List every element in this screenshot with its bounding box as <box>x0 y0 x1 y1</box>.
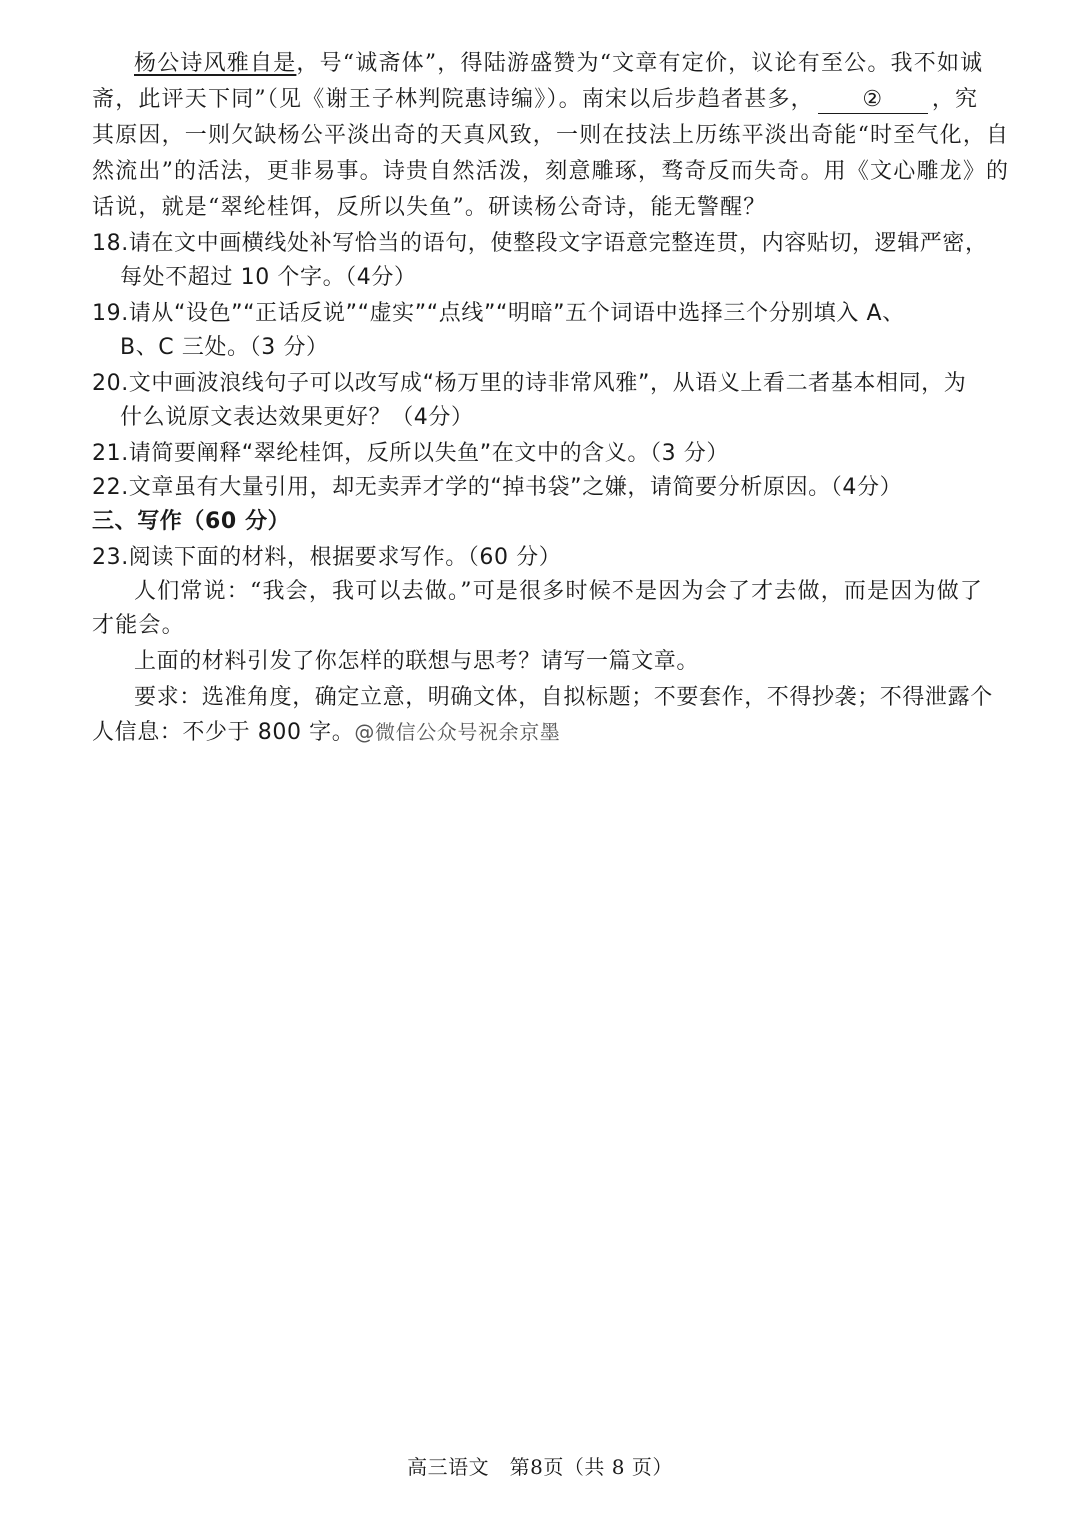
requirements-line-2 <box>92 716 560 749</box>
page-footer: 高三语文 第8页（共 8 页） <box>407 1455 673 1479</box>
question-22: 22.文章虽有大量引用，却无卖弄才学的“掉书袋”之嫌，请简要分析原因。（4分） <box>92 475 903 500</box>
question-23: 23.阅读下面的材料，根据要求写作。（60 分） <box>92 545 562 570</box>
question-21: 21.请简要阐释“翠纶桂饵，反所以失鱼”在文中的含义。（3 分） <box>92 441 729 466</box>
question-19-cont: B、C 三处。（3 分） <box>120 335 329 360</box>
writing-prompt: 上面的材料引发了你怎样的联想与思考？请写一篇文章。 <box>134 649 700 674</box>
requirements-line-1: 要求：选准角度，确定立意，明确文体，自拟标题；不要套作，不得抄袭；不得泄露个 <box>134 685 993 710</box>
passage-line-1 <box>134 48 983 80</box>
question-19: 19.请从“设色”“正话反说”“虚实”“点线”“明暗”五个词语中选择三个分别填入 A、 <box>92 301 905 326</box>
passage-line-1-rest: ，号“诚斋体”，得陆游盛赞为“文章有定价，议论有至公。我不如诚 <box>296 51 984 76</box>
passage-line-5: 话说，就是“翠纶桂饵，反所以失鱼”。研读杨公奇诗，能无警醒？ <box>92 195 767 220</box>
passage-line-2-after: ，究 <box>931 87 979 112</box>
question-20-cont: 什么说原文表达效果更好？（4分） <box>120 405 474 430</box>
passage-line-2 <box>92 84 978 116</box>
watermark-text: @微信公众号祝余京墨 <box>354 720 561 744</box>
question-18-cont: 每处不超过 10 个字。（4分） <box>120 265 417 290</box>
question-18: 18.请在文中画横线处补写恰当的语句，使整段文字语意完整连贯，内容贴切，逻辑严密， <box>92 231 988 256</box>
requirements-line-2-text: 人信息：不少于 800 字。 <box>92 720 355 745</box>
wavy-underlined-sentence: 杨公诗风雅自是 <box>134 51 297 76</box>
passage-line-4: 然流出”的活法，更非易事。诗贵自然活泼，刻意雕琢，骛奇反而失奇。用《文心雕龙》的 <box>92 159 1010 184</box>
material-line-1: 人们常说：“我会，我可以去做。”可是很多时候不是因为会了才去做，而是因为做了 <box>134 579 984 604</box>
fill-blank-2: ② <box>818 87 928 114</box>
section-title-writing: 三、写作（60 分） <box>92 509 291 534</box>
passage-line-3: 其原因，一则欠缺杨公平淡出奇的天真风致，一则在技法上历练平淡出奇能“时至气化，自 <box>92 123 1010 148</box>
passage-line-2-before: 斋，此评天下同”（见《谢王子林判院惠诗编》）。南宋以后步趋者甚多， <box>92 87 814 112</box>
material-line-2: 才能会。 <box>92 613 185 638</box>
question-20: 20.文中画波浪线句子可以改写成“杨万里的诗非常风雅”，从语义上看二者基本相同，为 <box>92 371 967 396</box>
